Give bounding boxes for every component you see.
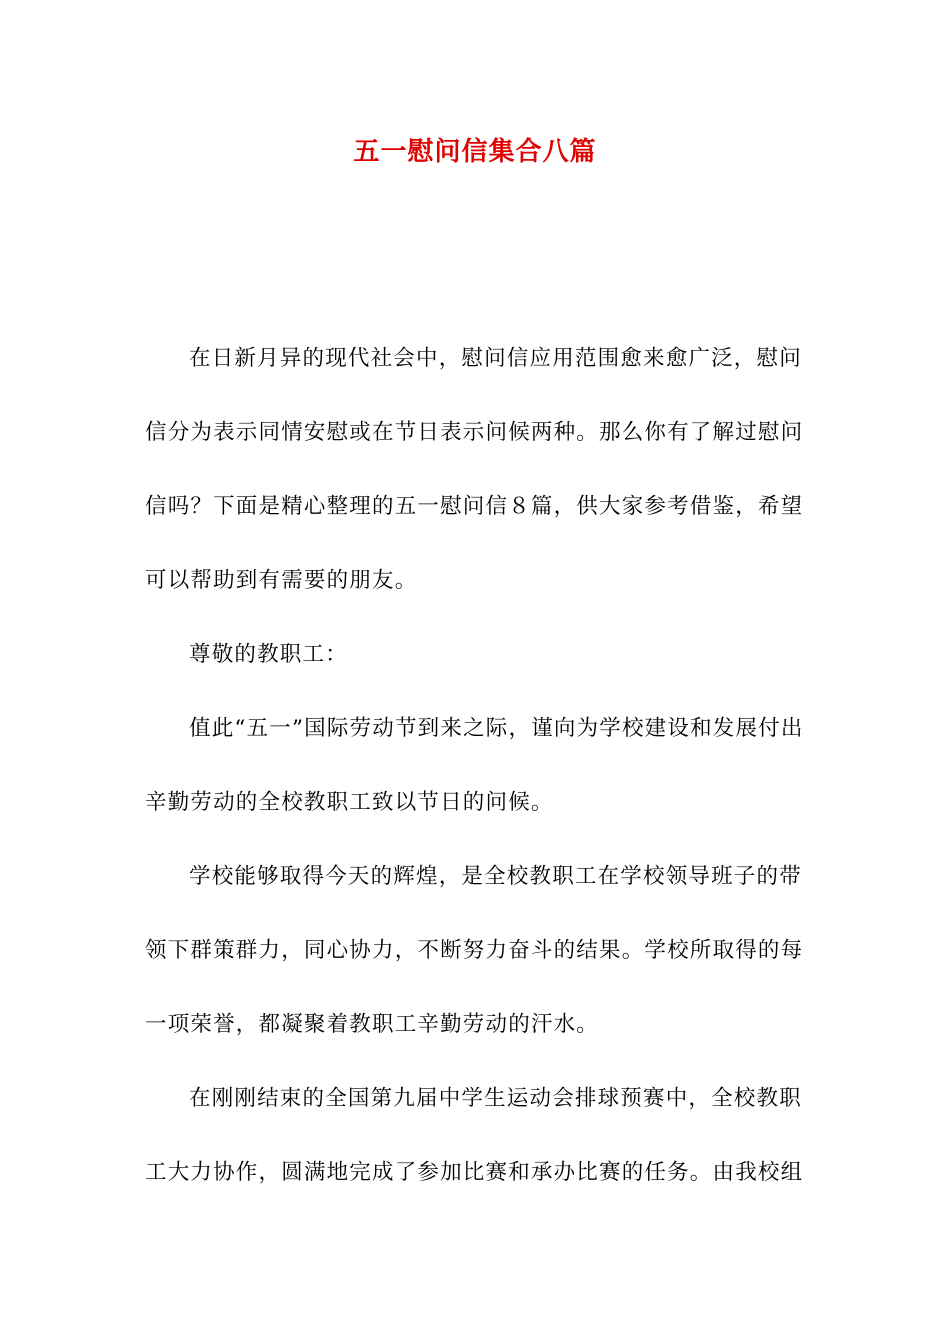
paragraph-volleyball: 在刚刚结束的全国第九届中学生运动会排球预赛中，全校教职工大力协作，圆满地完成了参加比赛和承办比赛的任务。由我校组	[145, 1086, 804, 1185]
paragraph-greeting: 值此“五一”国际劳动节到来之际，谨向为学校建设和发展付出辛勤劳动的全校教职工致以节日的问候。	[145, 716, 804, 815]
paragraph-intro: 在日新月异的现代社会中，慰问信应用范围愈来愈广泛，慰问信分为表示同情安慰或在节日表示问候两种。那么你有了解过慰问信吗？下面是精心整理的五一慰问信８篇，供大家参考借鉴，希望可以帮助到有需要的朋友。	[145, 346, 804, 593]
paragraph-salutation: 尊敬的教职工：	[189, 642, 348, 667]
document-title: 五一慰问信集合八篇	[353, 137, 597, 167]
paragraph-achievement: 学校能够取得今天的辉煌，是全校教职工在学校领导班子的带领下群策群力，同心协力，不断努力奋斗的结果。学校所取得的每一项荣誉，都凝聚着教职工辛勤劳动的汗水。	[145, 864, 804, 1037]
document-body	[145, 322, 805, 1210]
